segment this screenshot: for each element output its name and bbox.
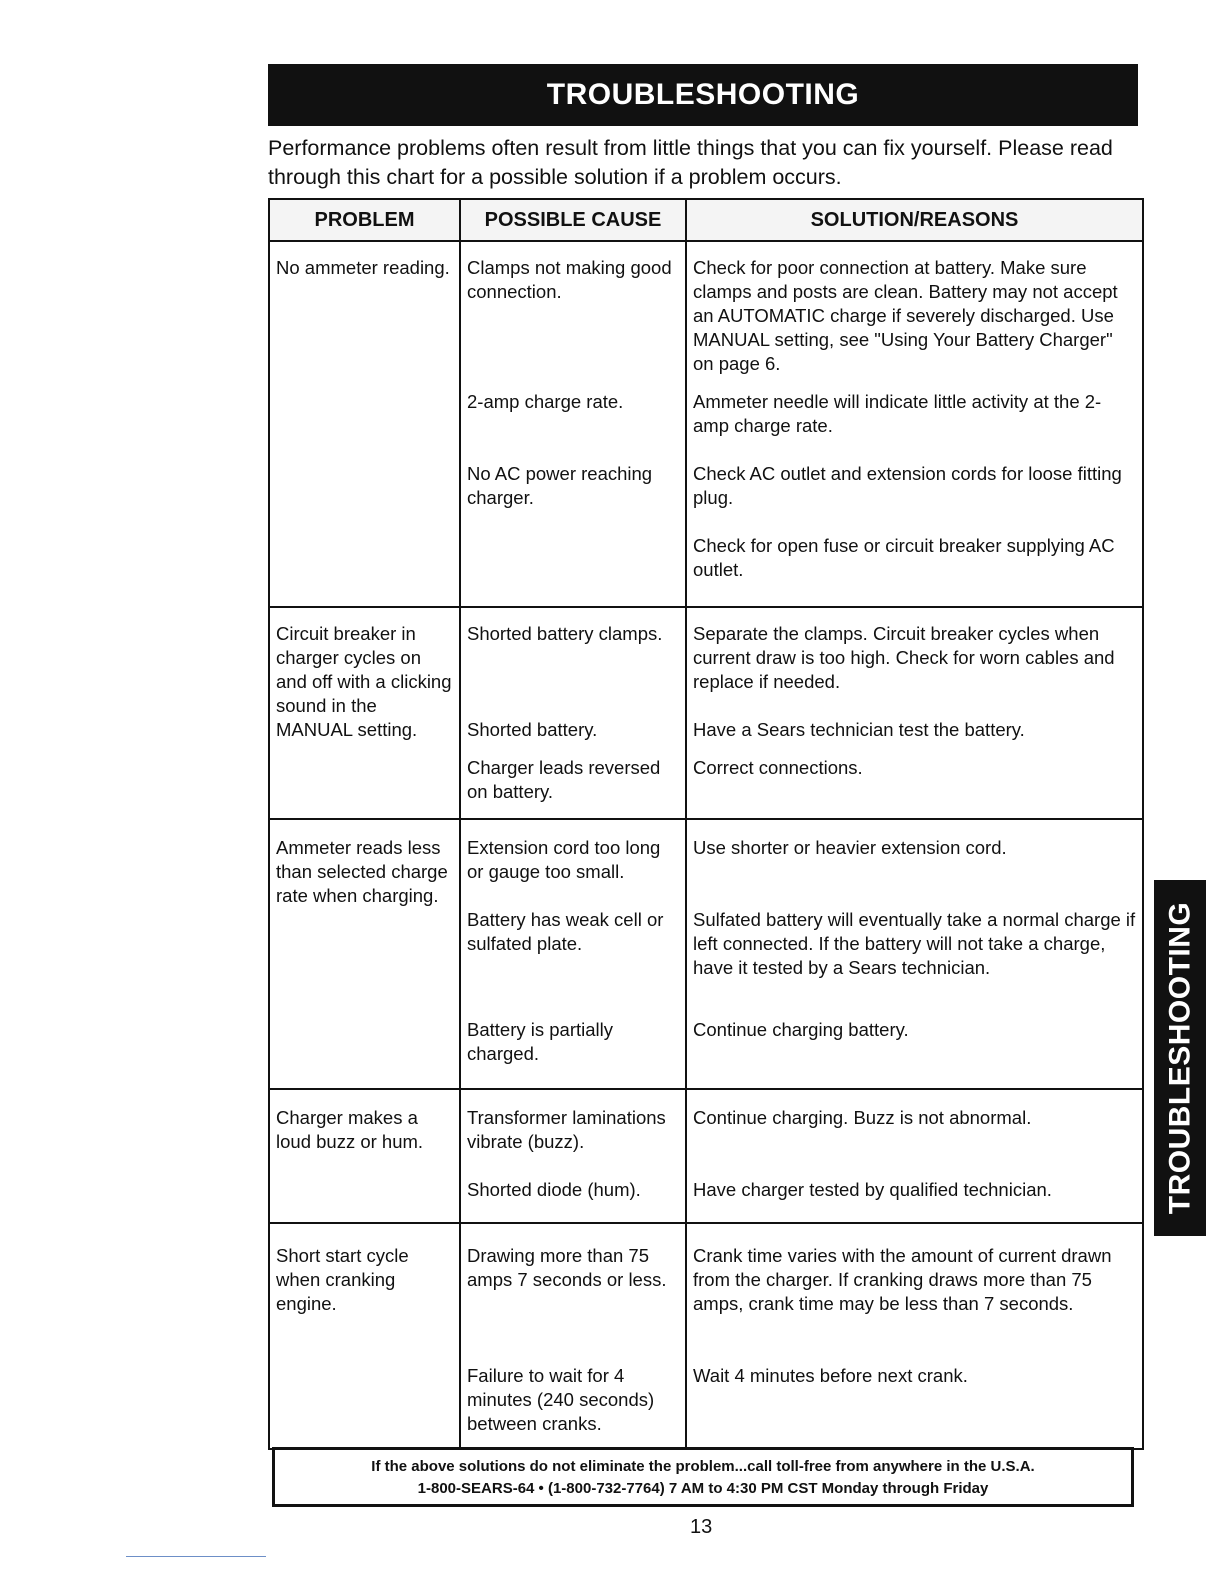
solution-text: Continue charging battery. (693, 1019, 909, 1040)
solution-text: Wait 4 minutes before next crank. (693, 1365, 968, 1386)
table-row (270, 819, 1142, 1089)
cause-cell (460, 819, 686, 1089)
cause-cell (460, 1089, 686, 1223)
cause-cell (460, 1223, 686, 1449)
solution-cell (686, 1223, 1142, 1449)
solution-text: Have charger tested by qualified technician. (693, 1179, 1052, 1200)
solution-text: Check AC outlet and extension cords for loose fitting plug. (693, 463, 1122, 508)
cause-text: Shorted battery. (467, 719, 598, 740)
cause-text: Shorted battery clamps. (467, 623, 663, 644)
table-header-row (270, 200, 1142, 241)
problem-text: Charger makes a loud buzz or hum. (276, 1107, 424, 1152)
problem-cell (270, 607, 460, 819)
page-number: 13 (690, 1516, 713, 1538)
solution-text: Check for open fuse or circuit breaker supplying AC outlet. (693, 535, 1115, 580)
footer-line-1: If the above solutions do not eliminate the problem...call toll-free from anywhere in the U.S.A. (371, 1458, 1035, 1475)
solution-cell (686, 819, 1142, 1089)
solution-text: Separate the clamps. Circuit breaker cycles when current draw is too high. Check for worn cables and replace if needed. (693, 623, 1115, 692)
problem-text: Ammeter reads less than selected charge rate when charging. (276, 837, 448, 906)
problem-cell (270, 241, 460, 607)
cause-text: Charger leads reversed on battery. (467, 757, 661, 802)
table-row (270, 1089, 1142, 1223)
table-row (270, 607, 1142, 819)
intro-paragraph: Performance problems often result from little things that you can fix yourself. Please read through this chart for a possible solution if a problem occurs. (268, 136, 1113, 189)
cause-text: Transformer laminations vibrate (buzz). (467, 1107, 666, 1152)
solution-text: Crank time varies with the amount of current drawn from the charger. If cranking draws more than 75 amps, crank time may be less than 7 seconds. (693, 1245, 1112, 1314)
page-title: TROUBLESHOOTING (268, 64, 1138, 126)
table-row (270, 241, 1142, 607)
problem-cell (270, 819, 460, 1089)
solution-cell (686, 241, 1142, 607)
table-row (270, 1223, 1142, 1449)
section-side-tab (1154, 880, 1206, 1236)
cause-text: Drawing more than 75 amps 7 seconds or less. (467, 1245, 667, 1290)
troubleshooting-table (268, 198, 1144, 1450)
problem-text: No ammeter reading. (276, 257, 450, 278)
solution-text: Correct connections. (693, 757, 863, 778)
footer-line-2: 1-800-SEARS-64 • (1-800-732-7764) 7 AM to 4:30 PM CST Monday through Friday (417, 1480, 989, 1497)
cause-text: Failure to wait for 4 minutes (240 seconds) between cranks. (467, 1365, 655, 1434)
cause-text: Battery has weak cell or sulfated plate. (467, 909, 664, 954)
contact-footer (272, 1447, 1134, 1507)
cause-text: No AC power reaching charger. (467, 463, 653, 508)
problem-cell (270, 1223, 460, 1449)
solution-text: Check for poor connection at battery. Make sure clamps and posts are clean. Battery may not accept an AUTOMATIC charge if severely discharged. Use MANUAL setting, see "Using Your Battery Charger" on page 6. (693, 257, 1118, 374)
cause-text: Battery is partially charged. (467, 1019, 613, 1064)
problem-text: Circuit breaker in charger cycles on and off with a clicking sound in the MANUAL setting. (276, 623, 452, 740)
solution-text: Continue charging. Buzz is not abnormal. (693, 1107, 1032, 1128)
column-header-solution: SOLUTION/REASONS (686, 200, 1142, 241)
cause-cell (460, 607, 686, 819)
divider (126, 1556, 266, 1557)
cause-cell (460, 241, 686, 607)
solution-text: Ammeter needle will indicate little activity at the 2-amp charge rate. (693, 391, 1102, 436)
solution-text: Use shorter or heavier extension cord. (693, 837, 1007, 858)
solution-text: Have a Sears technician test the battery. (693, 719, 1025, 740)
cause-text: Extension cord too long or gauge too small. (467, 837, 661, 882)
cause-text: Clamps not making good connection. (467, 257, 672, 302)
cause-text: 2-amp charge rate. (467, 391, 624, 412)
solution-cell (686, 607, 1142, 819)
side-tab-label: TROUBLESHOOTING (1163, 901, 1196, 1215)
problem-text: Short start cycle when cranking engine. (276, 1245, 409, 1314)
problem-cell (270, 1089, 460, 1223)
column-header-cause: POSSIBLE CAUSE (460, 200, 686, 241)
solution-text: Sulfated battery will eventually take a normal charge if left connected. If the battery will not take a charge, have it tested by a Sears technician. (693, 909, 1136, 978)
solution-cell (686, 1089, 1142, 1223)
column-header-problem: PROBLEM (270, 200, 460, 241)
cause-text: Shorted diode (hum). (467, 1179, 641, 1200)
